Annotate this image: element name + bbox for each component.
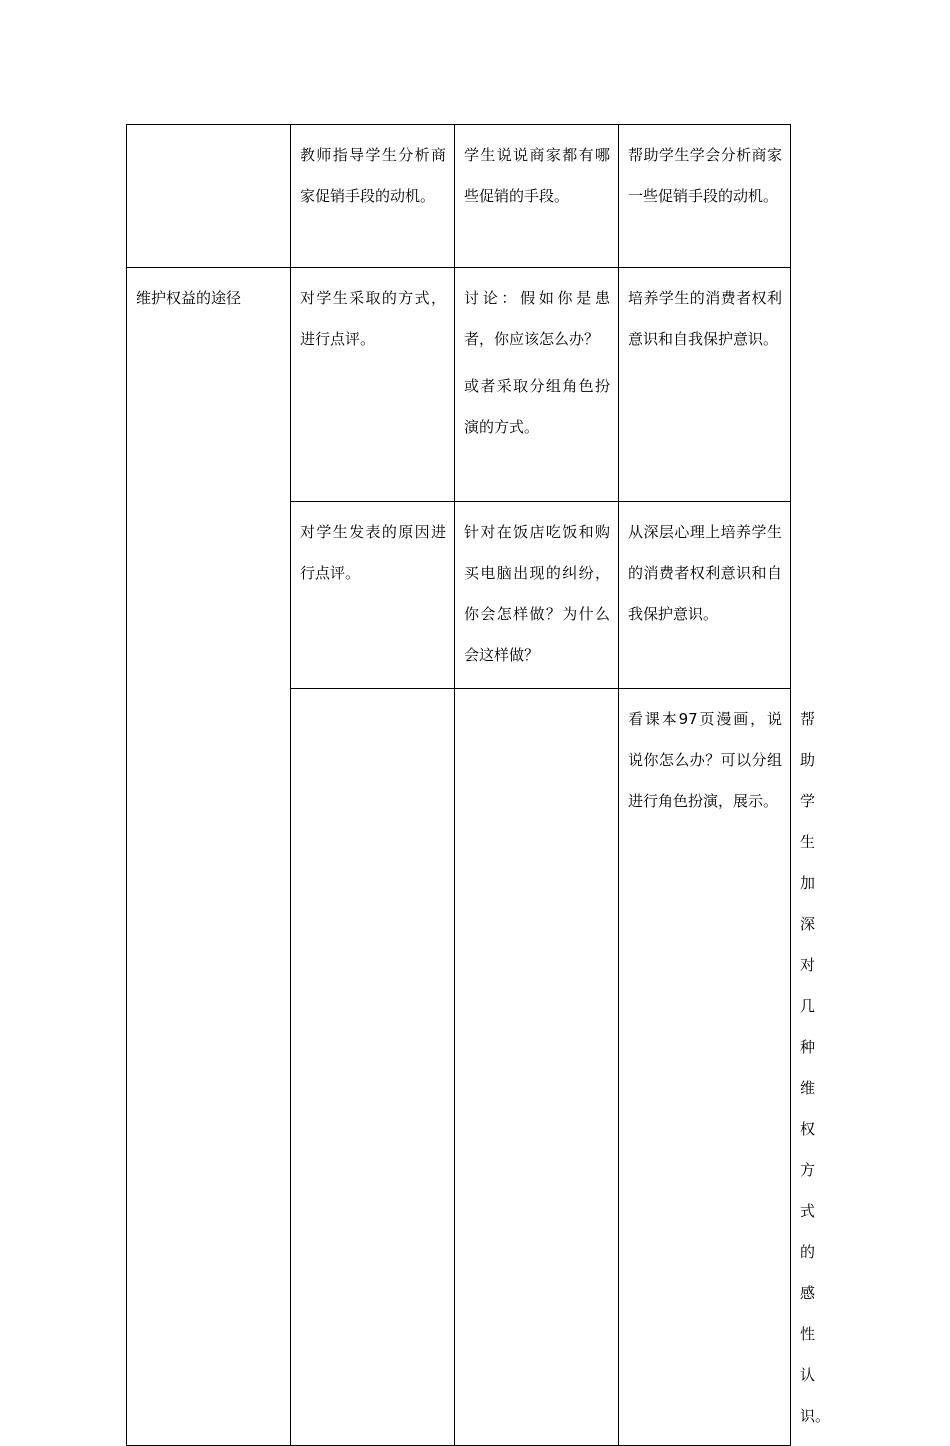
teacher-activity-cell	[291, 502, 455, 689]
student-activity-text: 学生说说商家都有哪些促销的手段。	[464, 146, 610, 205]
student-activity-cell	[455, 268, 619, 502]
teacher-activity-cell	[291, 125, 455, 268]
teacher-activity-text: 教师指导学生分析商家促销手段的动机。	[300, 146, 446, 205]
student-activity-text: 看课本97页漫画，说说你怎么办？可以分组进行角色扮演，展示。	[628, 710, 782, 810]
lesson-plan-table	[126, 124, 831, 1446]
topic-cell	[127, 268, 291, 1446]
teacher-activity-text: 对学生发表的原因进行点评。	[300, 523, 446, 582]
topic-cell-continued	[291, 689, 455, 1446]
design-purpose-text: 帮助学生学会分析商家一些促销手段的动机。	[628, 146, 782, 205]
student-activity-text: 或者采取分组角色扮演的方式。	[464, 377, 610, 436]
teacher-activity-cell	[455, 689, 619, 1446]
student-activity-text: 讨论：假如你是患者，你应该怎么办？	[464, 289, 610, 348]
student-activity-text: 针对在饭店吃饭和购买电脑出现的纠纷，你会怎样做？为什么会这样做？	[464, 523, 610, 664]
topic-cell-empty	[127, 125, 291, 268]
section-label: 维护权益的途径	[136, 289, 242, 307]
table-row: 看课本97页漫画，说说你怎么办？可以分组进行角色扮演，展示。 帮助学生加深对几种维权方式的感性认识。	[127, 689, 791, 1446]
design-purpose-cell	[619, 125, 791, 268]
teacher-activity-cell	[291, 268, 455, 502]
table-row	[127, 125, 791, 268]
table-row	[127, 268, 791, 502]
design-purpose-cell	[619, 268, 791, 502]
design-purpose-text: 从深层心理上培养学生的消费者权利意识和自我保护意识。	[628, 523, 782, 623]
design-purpose-cell	[619, 502, 791, 689]
student-activity-cell	[455, 125, 619, 268]
student-activity-cell	[455, 502, 619, 689]
student-activity-cell	[619, 689, 791, 1446]
design-purpose-text: 培养学生的消费者权利意识和自我保护意识。	[628, 289, 782, 348]
teacher-activity-text: 对学生采取的方式，进行点评。	[300, 289, 446, 348]
